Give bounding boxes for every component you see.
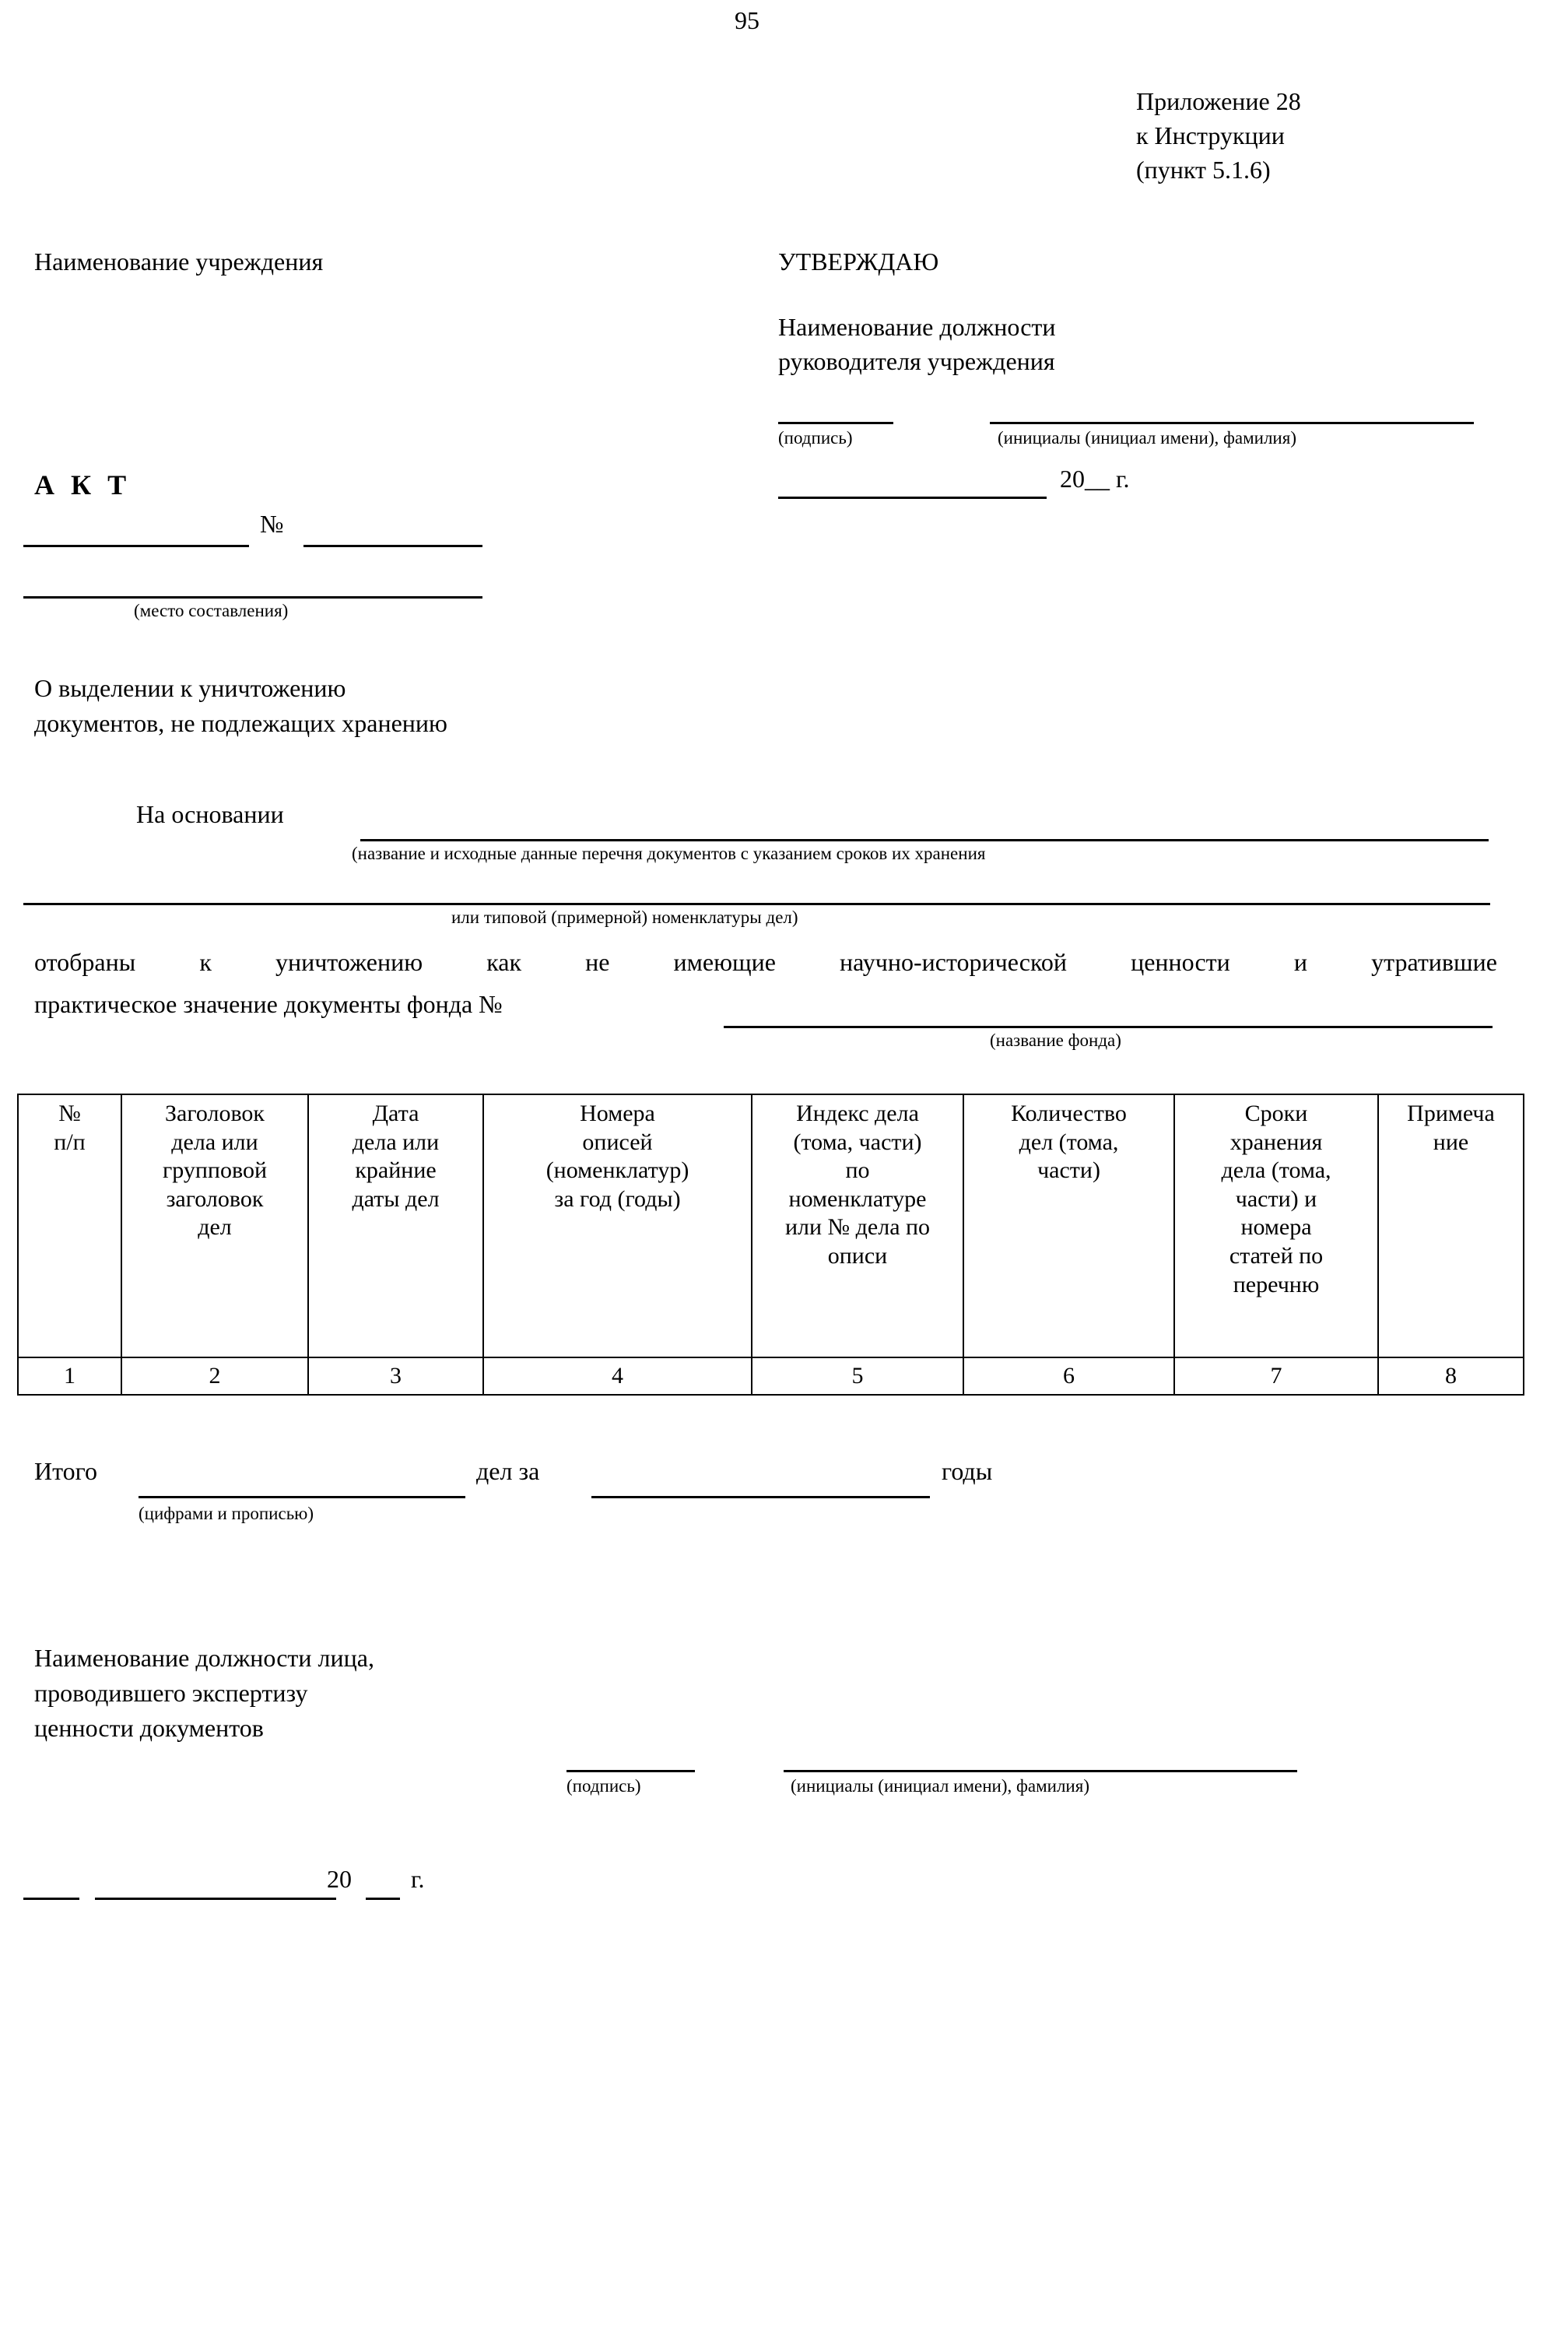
table-column-number: 6 [963, 1357, 1174, 1395]
table-column-number: 5 [752, 1357, 963, 1395]
basis-rule-1 [360, 839, 1489, 841]
act-number-symbol: № [260, 510, 284, 538]
appendix-line-1: Приложение 28 [1136, 87, 1301, 115]
act-place-rule [23, 596, 482, 599]
institution-name-label: Наименование учреждения [34, 248, 324, 276]
table-header-text: Заголовок дела или групповой заголовок дел [162, 1101, 268, 1241]
act-subject-line-1: О выделении к уничтожению [34, 674, 346, 702]
table-header-text: № п/п [54, 1101, 86, 1155]
act-title: А К Т [34, 469, 132, 500]
final-date-year-prefix: 20 [327, 1865, 352, 1893]
approval-position-line-1: Наименование должности [778, 313, 1056, 341]
total-count-rule [139, 1496, 465, 1498]
expert-position-line-3: ценности документов [34, 1713, 264, 1742]
expert-signature-caption: (подпись) [567, 1776, 641, 1796]
approval-position-line-2: руководителя учреждения [778, 347, 1055, 376]
table-header-text: Дата дела или крайние даты дел [352, 1101, 440, 1212]
table-header-cell [18, 1094, 121, 1357]
basis-label: На основании [136, 800, 284, 828]
table-header-text: Сроки хранения дела (тома, части) и номера статей по перечню [1221, 1101, 1331, 1297]
approval-heading: УТВЕРЖДАЮ [778, 248, 939, 276]
table-column-number: 1 [18, 1357, 121, 1395]
table-column-number: 8 [1378, 1357, 1524, 1395]
table-column-number: 3 [308, 1357, 483, 1395]
final-date-year-rule [366, 1898, 400, 1900]
approval-signature-rule [778, 422, 893, 424]
table-header-cell [963, 1094, 1174, 1357]
documents-table [17, 1094, 1524, 1396]
expert-position-block [34, 1641, 374, 1745]
total-years-rule [591, 1496, 930, 1498]
table-header-text: Количество дел (тома, части) [1011, 1101, 1127, 1184]
table-header-cell [1174, 1094, 1378, 1357]
basis-caption-1: (название и исходные данные перечня документов с указанием сроков их хранения [352, 844, 986, 863]
table-header-text: Индекс дела (тома, части) по номенклатуре или № дела по описи [784, 1101, 931, 1269]
table-column-number: 7 [1174, 1357, 1378, 1395]
selection-paragraph-line-1: отобраны к уничтожению как не имеющие научно-исторической ценности и утратившие [34, 948, 1497, 976]
fund-name-caption: (название фонда) [990, 1031, 1121, 1050]
act-date-rule [23, 545, 249, 547]
act-subject-block [34, 671, 447, 741]
appendix-line-2: к Инструкции [1136, 121, 1285, 150]
approval-name-caption: (инициалы (инициал имени), фамилия) [998, 428, 1296, 448]
approval-signature-caption: (подпись) [778, 428, 853, 448]
act-subject-line-2: документов, не подлежащих хранению [34, 708, 447, 737]
basis-caption-2: или типовой (примерной) номенклатуры дел) [451, 908, 798, 927]
total-years-label: годы [942, 1457, 993, 1485]
act-place-caption: (место составления) [134, 601, 289, 620]
table-column-number-row [18, 1357, 1524, 1395]
act-number-rule [303, 545, 482, 547]
expert-name-rule [784, 1770, 1297, 1772]
selection-paragraph-line-2: практическое значение документы фонда № [34, 990, 503, 1018]
appendix-line-3: (пункт 5.1.6) [1136, 156, 1271, 184]
table-header-text: Примеча ние [1407, 1101, 1495, 1155]
approval-name-rule [990, 422, 1474, 424]
table-header-cell [121, 1094, 308, 1357]
expert-position-line-2: проводившего экспертизу [34, 1678, 308, 1707]
final-date-day-rule [23, 1898, 79, 1900]
approval-date-year: 20__ г. [1060, 465, 1130, 493]
approval-date-rule [778, 497, 1047, 499]
final-date-suffix: г. [411, 1865, 425, 1893]
table-header-text: Номера описей (номенклатур) за год (годы) [545, 1101, 689, 1212]
expert-position-line-1: Наименование должности лица, [34, 1644, 374, 1672]
table-header-row [18, 1094, 1524, 1357]
final-date-month-rule [95, 1898, 336, 1900]
page-number: 95 [735, 6, 759, 34]
table-header-cell [308, 1094, 483, 1357]
appendix-reference-block [1136, 84, 1301, 187]
expert-signature-rule [567, 1770, 695, 1772]
table-header-cell [1378, 1094, 1524, 1357]
table-column-number: 4 [483, 1357, 752, 1395]
total-label: Итого [34, 1457, 97, 1485]
total-cases-label: дел за [476, 1457, 540, 1485]
table-header-cell [752, 1094, 963, 1357]
fund-name-rule [724, 1026, 1493, 1028]
expert-name-caption: (инициалы (инициал имени), фамилия) [791, 1776, 1089, 1796]
table-column-number: 2 [121, 1357, 308, 1395]
table-header-cell [483, 1094, 752, 1357]
total-caption: (цифрами и прописью) [139, 1504, 314, 1523]
basis-rule-2 [23, 903, 1490, 905]
approval-position-block [778, 310, 1056, 378]
